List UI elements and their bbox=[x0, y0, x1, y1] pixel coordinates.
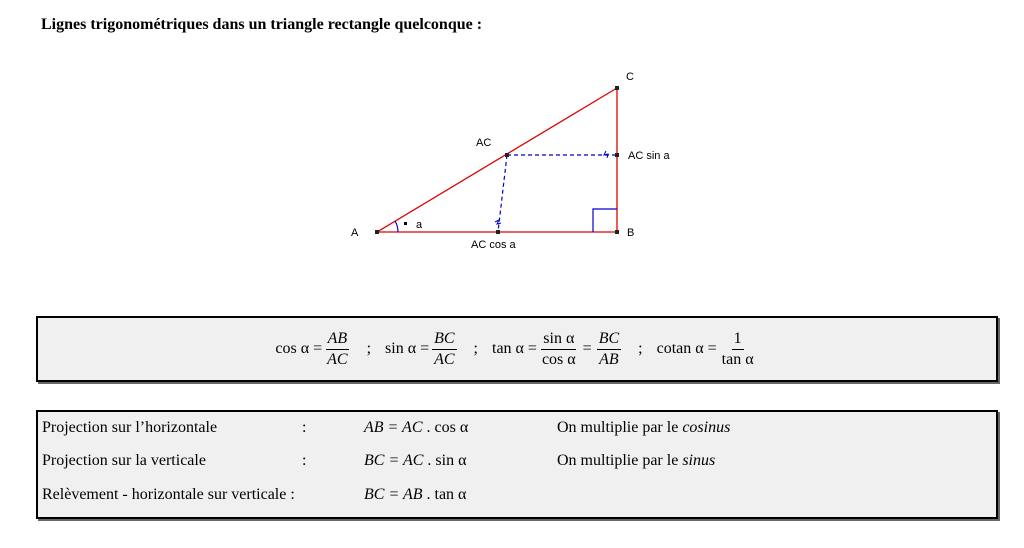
row-formula-trig: . cos α bbox=[422, 419, 469, 436]
cot-fraction bbox=[720, 329, 756, 370]
ratio-formulas bbox=[275, 329, 758, 370]
row-formula-sides: BC = AB bbox=[364, 486, 423, 503]
cos-denominator: AC bbox=[327, 350, 348, 368]
point-b bbox=[615, 230, 619, 234]
separator: ; bbox=[473, 340, 478, 357]
row-formula bbox=[364, 484, 466, 506]
point-c bbox=[615, 86, 619, 90]
row-formula bbox=[364, 450, 466, 472]
label-c: C bbox=[626, 71, 634, 83]
tan-fraction-sides bbox=[597, 329, 621, 370]
point-h bbox=[496, 230, 500, 234]
right-angle-marker bbox=[593, 209, 617, 232]
label-proj-horizontal: AC cos a bbox=[471, 239, 516, 251]
angle-arc bbox=[395, 221, 398, 232]
separator: ; bbox=[638, 340, 643, 357]
sin-denominator: AC bbox=[434, 350, 455, 368]
projection-vertical-dash bbox=[498, 155, 507, 232]
row-formula-sides: BC = AC bbox=[364, 452, 424, 469]
label-a: A bbox=[351, 227, 359, 239]
row-formula-trig: . tan α bbox=[422, 486, 467, 503]
row-note-text: On multiplie par le bbox=[557, 452, 683, 469]
cot-denominator: tan α bbox=[721, 350, 754, 368]
sin-fraction bbox=[432, 329, 456, 370]
row-note-function: cosinus bbox=[682, 419, 731, 436]
point-v bbox=[615, 153, 619, 157]
tan-denominator-1: cos α bbox=[541, 350, 576, 368]
projection-marker-right bbox=[604, 151, 608, 158]
row-note-text: On multiplie par le bbox=[557, 419, 683, 436]
side-ac bbox=[377, 88, 617, 232]
page-title: Lignes trigonométriques dans un triangle rectangle quelconque : bbox=[41, 16, 483, 33]
label-hypotenuse: AC bbox=[476, 137, 492, 149]
row-note bbox=[557, 450, 715, 472]
label-proj-vertical: AC sin a bbox=[628, 150, 670, 162]
ratios-box bbox=[36, 316, 998, 382]
projections-box bbox=[36, 410, 998, 519]
row-label: Projection sur la verticale bbox=[42, 452, 206, 469]
cos-lhs: cos α = bbox=[275, 340, 323, 357]
point-p bbox=[505, 153, 509, 157]
row-formula-sides: AB = AC bbox=[364, 419, 423, 436]
row-label: Projection sur l’horizontale bbox=[42, 419, 218, 436]
sin-lhs: sin α = bbox=[385, 340, 430, 357]
row-formula bbox=[364, 417, 468, 439]
projection-marker-bottom bbox=[495, 220, 501, 224]
separator: ; bbox=[366, 340, 372, 357]
angle-dot bbox=[404, 222, 407, 225]
cot-lhs: cotan α = bbox=[656, 340, 717, 357]
cos-fraction bbox=[325, 329, 349, 370]
tan-numerator-2: BC bbox=[597, 329, 621, 350]
tan-fraction-sincos bbox=[540, 329, 578, 370]
row-note-function: sinus bbox=[682, 452, 716, 469]
row-note bbox=[557, 417, 730, 439]
row-colon: : bbox=[302, 452, 307, 469]
label-b: B bbox=[627, 227, 635, 239]
tan-numerator-1: sin α bbox=[541, 329, 576, 350]
tan-denominator-2: AB bbox=[599, 350, 619, 368]
cot-numerator: 1 bbox=[732, 329, 744, 350]
row-colon: : bbox=[302, 419, 307, 436]
sin-numerator: BC bbox=[432, 329, 456, 350]
tan-lhs: tan α = bbox=[492, 340, 537, 357]
row-label: Relèvement - horizontale sur verticale : bbox=[42, 486, 295, 503]
equals-sign: = bbox=[582, 340, 592, 357]
point-a bbox=[375, 230, 379, 234]
label-angle: a bbox=[416, 219, 423, 231]
cos-numerator: AB bbox=[326, 329, 350, 350]
row-formula-trig: . sin α bbox=[423, 452, 467, 469]
